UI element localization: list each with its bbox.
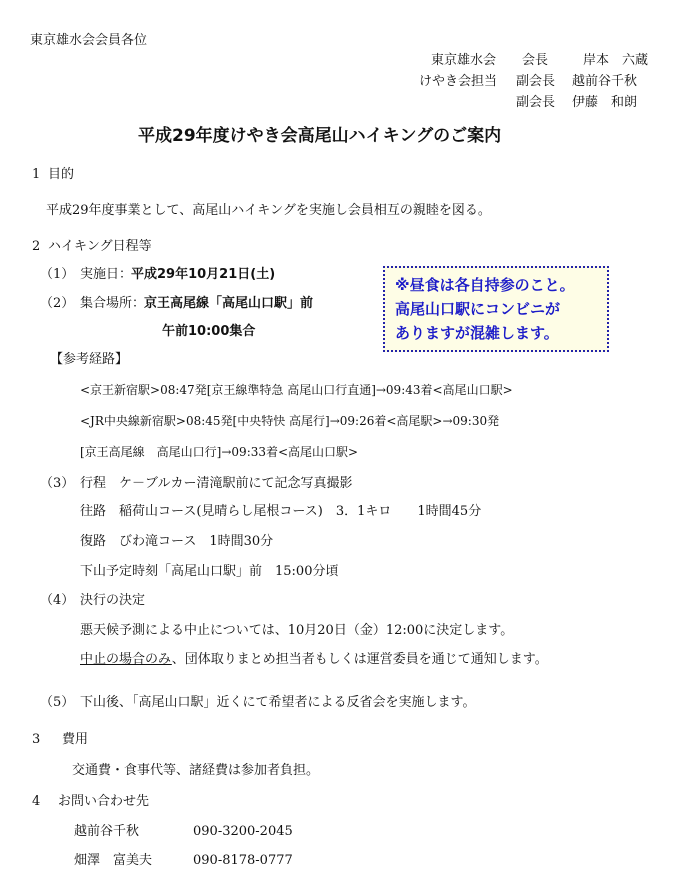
notice-line: ありますが混雑します。 xyxy=(395,324,559,342)
contact-name: 越前谷千秋 xyxy=(74,824,140,839)
decision-line: 悪天候予測による中止については、10月20日（金）12:00に決定します。 xyxy=(80,623,514,638)
notice-line: 高尾山口駅にコンビニが xyxy=(395,300,561,318)
section-heading: お問い合わせ先 xyxy=(58,794,150,809)
section-heading: 目的 xyxy=(48,167,75,182)
section-number: 3 xyxy=(32,732,41,747)
cancel-only-emphasis: 中止の場合のみ xyxy=(80,652,172,667)
route-line: [京王高尾線 高尾山口行]→09:33着<高尾山口駅> xyxy=(80,445,359,459)
itinerary-line: 往路 稲荷山コース(見晴らし尾根コース) 3．1キロ 1時間45分 xyxy=(80,504,482,519)
item-number: （4） xyxy=(40,593,75,608)
contact-name: 畑澤 富美夫 xyxy=(74,853,153,868)
route-line: <JR中央線新宿駅>08:45発[中央特快 高尾行]→09:26着<高尾駅>→09:30発 xyxy=(80,414,500,428)
item-label: 実施日： xyxy=(80,267,133,282)
decision-line-rest: 、団体取りまとめ担当者もしくは運営委員を通じて通知します。 xyxy=(171,652,548,667)
item-label: 集合場所： xyxy=(80,296,146,311)
section-heading: ハイキング日程等 xyxy=(48,239,152,254)
contact-phone: 090-3200-2045 xyxy=(193,824,293,839)
purpose-text: 平成29年度事業として、高尾山ハイキングを実施し会員相互の親睦を図る。 xyxy=(46,203,491,218)
itinerary-line: 下山予定時刻「高尾山口駅」前 15:00分頃 xyxy=(80,564,339,579)
itinerary-text: 行程 ケ－ブルカー清滝駅前にて記念写真撮影 xyxy=(80,476,353,491)
sender-org: けやき会担当 xyxy=(419,74,498,89)
meeting-time: 午前10:00集合 xyxy=(162,324,256,339)
cost-text: 交通費・食事代等、諸経費は参加者負担。 xyxy=(72,763,320,778)
lunch-notice-box xyxy=(383,266,609,352)
decision-heading: 決行の決定 xyxy=(80,593,146,608)
item-number: （2） xyxy=(40,296,75,311)
route-line: <京王新宿駅>08:47発[京王線準特急 高尾山口行直通]→09:43着<高尾山口駅> xyxy=(80,383,513,397)
afterparty-text: 下山後、「高尾山口駅」近くにて希望者による反省会を実施します。 xyxy=(80,695,476,710)
sender-org: 東京雄水会 xyxy=(431,53,497,68)
event-date: 平成29年10月21日(土) xyxy=(131,267,276,282)
section-number: 2 xyxy=(32,239,41,254)
section-number: 1 xyxy=(32,167,41,182)
itinerary-line: 復路 びわ滝コース 1時間30分 xyxy=(80,534,274,549)
section-number: 4 xyxy=(32,794,41,809)
document-title: 平成29年度けやき会高尾山ハイキングのご案内 xyxy=(138,126,502,146)
section-heading: 費用 xyxy=(62,732,89,747)
addressee: 東京雄水会会員各位 xyxy=(30,33,148,48)
meeting-place: 京王高尾線「高尾山口駅」前 xyxy=(144,296,314,311)
sender-role: 副会長 xyxy=(516,95,556,110)
route-heading: 【参考経路】 xyxy=(50,352,129,367)
item-number: （5） xyxy=(40,695,75,710)
sender-role: 副会長 xyxy=(516,74,556,89)
sender-name: 岸本 六蔵 xyxy=(583,53,649,68)
sender-name: 伊藤 和朗 xyxy=(572,95,638,110)
item-number: （1） xyxy=(40,267,75,282)
decision-line-2 xyxy=(80,653,548,666)
sender-name: 越前谷千秋 xyxy=(572,74,638,89)
notice-line: ※昼食は各自持参のこと。 xyxy=(395,276,575,294)
contact-phone: 090-8178-0777 xyxy=(193,853,293,868)
sender-role: 会長 xyxy=(522,53,549,68)
item-number: （3） xyxy=(40,476,75,491)
